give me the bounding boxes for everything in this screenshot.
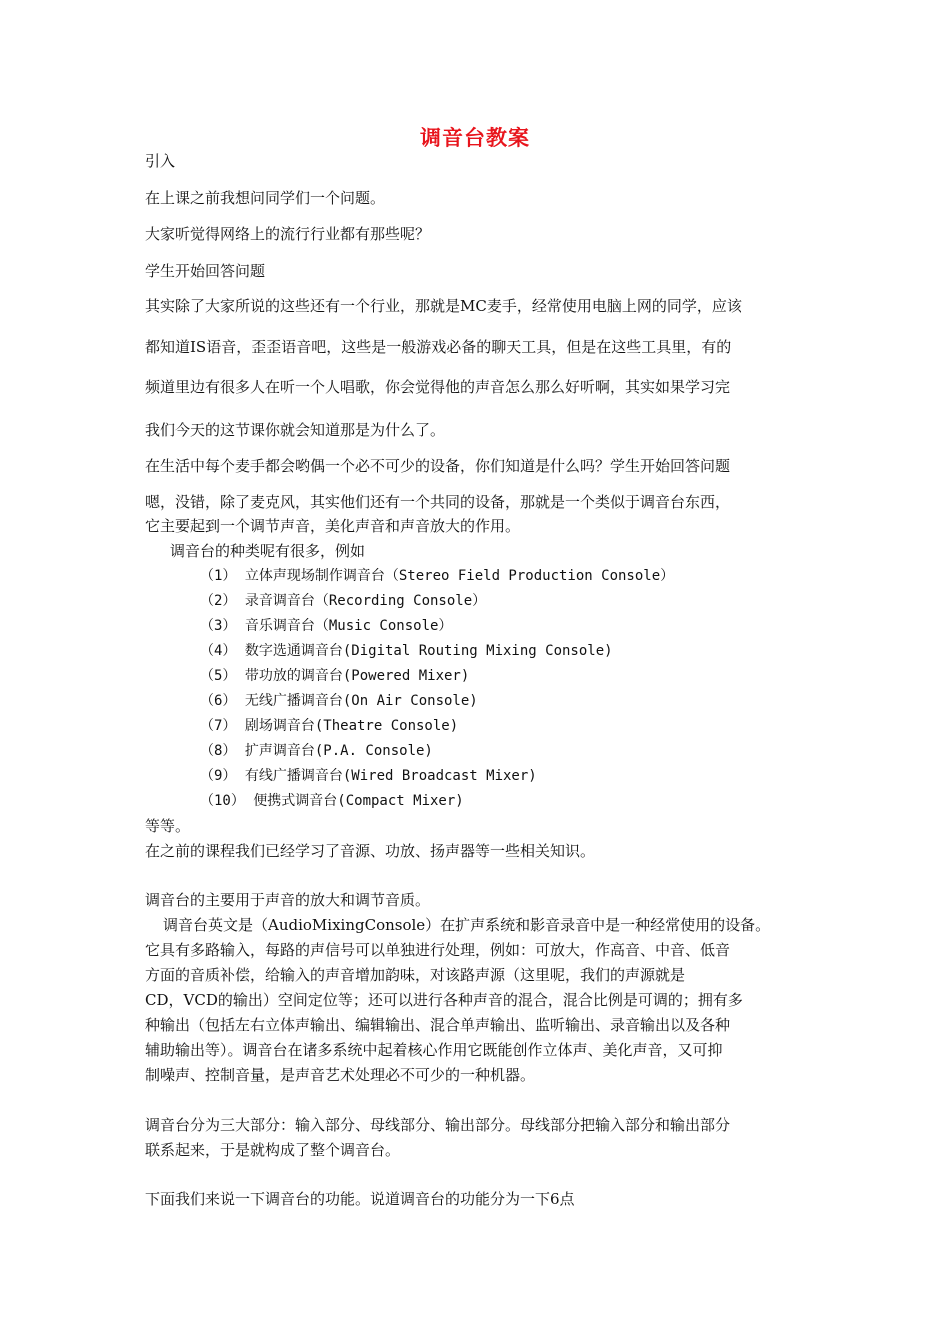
paragraph-line: 调音台英文是（AudioMixingConsole）在扩声系统和影音录音中是一种经常使用的设备。 bbox=[163, 916, 771, 934]
console-type-list-item: （6） 无线广播调音台(On Air Console) bbox=[200, 693, 478, 709]
paragraph-line: 下面我们来说一下调音台的功能。说道调音台的功能分为一下6点 bbox=[145, 1190, 575, 1208]
paragraph-line: 学生开始回答问题 bbox=[145, 262, 266, 280]
paragraph-line: 其实除了大家所说的这些还有一个行业，那就是MC麦手，经常使用电脑上网的同学，应该 bbox=[145, 297, 742, 315]
console-type-list-item: （2） 录音调音台（Recording Console） bbox=[200, 593, 487, 609]
paragraph-line: 制噪声、控制音量，是声音艺术处理必不可少的一种机器。 bbox=[145, 1066, 536, 1084]
paragraph-line: 辅助输出等）。调音台在诸多系统中起着核心作用它既能创作立体声、美化声音，又可抑 bbox=[145, 1041, 723, 1059]
paragraph-line: 频道里边有很多人在听一个人唱歌，你会觉得他的声音怎么那么好听啊，其实如果学习完 bbox=[145, 378, 731, 396]
console-type-list-item: （3） 音乐调音台（Music Console） bbox=[200, 618, 453, 634]
console-type-list-item: （8） 扩声调音台(P.A. Console) bbox=[200, 743, 433, 759]
paragraph-line: 都知道IS语音，歪歪语音吧，这些是一般游戏必备的聊天工具，但是在这些工具里，有的 bbox=[145, 338, 732, 356]
paragraph-line: 大家听觉得网络上的流行行业都有那些呢？ bbox=[145, 225, 431, 243]
console-type-list-item: （4） 数字选通调音台(Digital Routing Mixing Console) bbox=[200, 643, 613, 659]
console-type-list-item: （1） 立体声现场制作调音台（Stereo Field Production Console） bbox=[200, 568, 675, 584]
paragraph-line: 方面的音质补偿，给输入的声音增加韵味，对该路声源（这里呢，我们的声源就是 bbox=[145, 966, 686, 984]
paragraph-line: 联系起来，于是就构成了整个调音台。 bbox=[145, 1141, 401, 1159]
console-type-list-item: （9） 有线广播调音台(Wired Broadcast Mixer) bbox=[200, 768, 537, 784]
paragraph-line: 种输出（包括左右立体声输出、编辑输出、混合单声输出、监听输出、录音输出以及各种 bbox=[145, 1016, 731, 1034]
document-title: 调音台教案 bbox=[420, 125, 530, 150]
paragraph-line: 调音台的主要用于声音的放大和调节音质。 bbox=[145, 891, 431, 909]
paragraph-line: 在上课之前我想问同学们一个问题。 bbox=[145, 189, 386, 207]
console-type-list-item: （10） 便携式调音台(Compact Mixer) bbox=[200, 793, 464, 809]
paragraph-line: 它主要起到一个调节声音，美化声音和声音放大的作用。 bbox=[145, 517, 521, 535]
console-type-list-item: （5） 带功放的调音台(Powered Mixer) bbox=[200, 668, 470, 684]
console-type-list-item: （7） 剧场调音台(Theatre Console) bbox=[200, 718, 459, 734]
paragraph-line: 它具有多路输入，每路的声信号可以单独进行处理，例如：可放大，作高音、中音、低音 bbox=[145, 941, 731, 959]
paragraph-line: 在生活中每个麦手都会哟偶一个必不可少的设备，你们知道是什么吗？学生开始回答问题 bbox=[145, 457, 731, 475]
paragraph-line: 在之前的课程我们已经学习了音源、功放、扬声器等一些相关知识。 bbox=[145, 842, 596, 860]
paragraph-intro-heading: 引入 bbox=[145, 152, 176, 170]
paragraph-line: 嗯，没错，除了麦克风，其实他们还有一个共同的设备，那就是一个类似于调音台东西， bbox=[145, 493, 731, 511]
console-types-intro: 调音台的种类呢有很多，例如 bbox=[170, 542, 366, 560]
paragraph-line: 等等。 bbox=[145, 817, 191, 835]
paragraph-line: CD，VCD的输出）空间定位等；还可以进行各种声音的混合，混合比例是可调的；拥有多 bbox=[145, 991, 743, 1009]
paragraph-line: 调音台分为三大部分：输入部分、母线部分、输出部分。母线部分把输入部分和输出部分 bbox=[145, 1116, 731, 1134]
paragraph-line: 我们今天的这节课你就会知道那是为什么了。 bbox=[145, 421, 446, 439]
